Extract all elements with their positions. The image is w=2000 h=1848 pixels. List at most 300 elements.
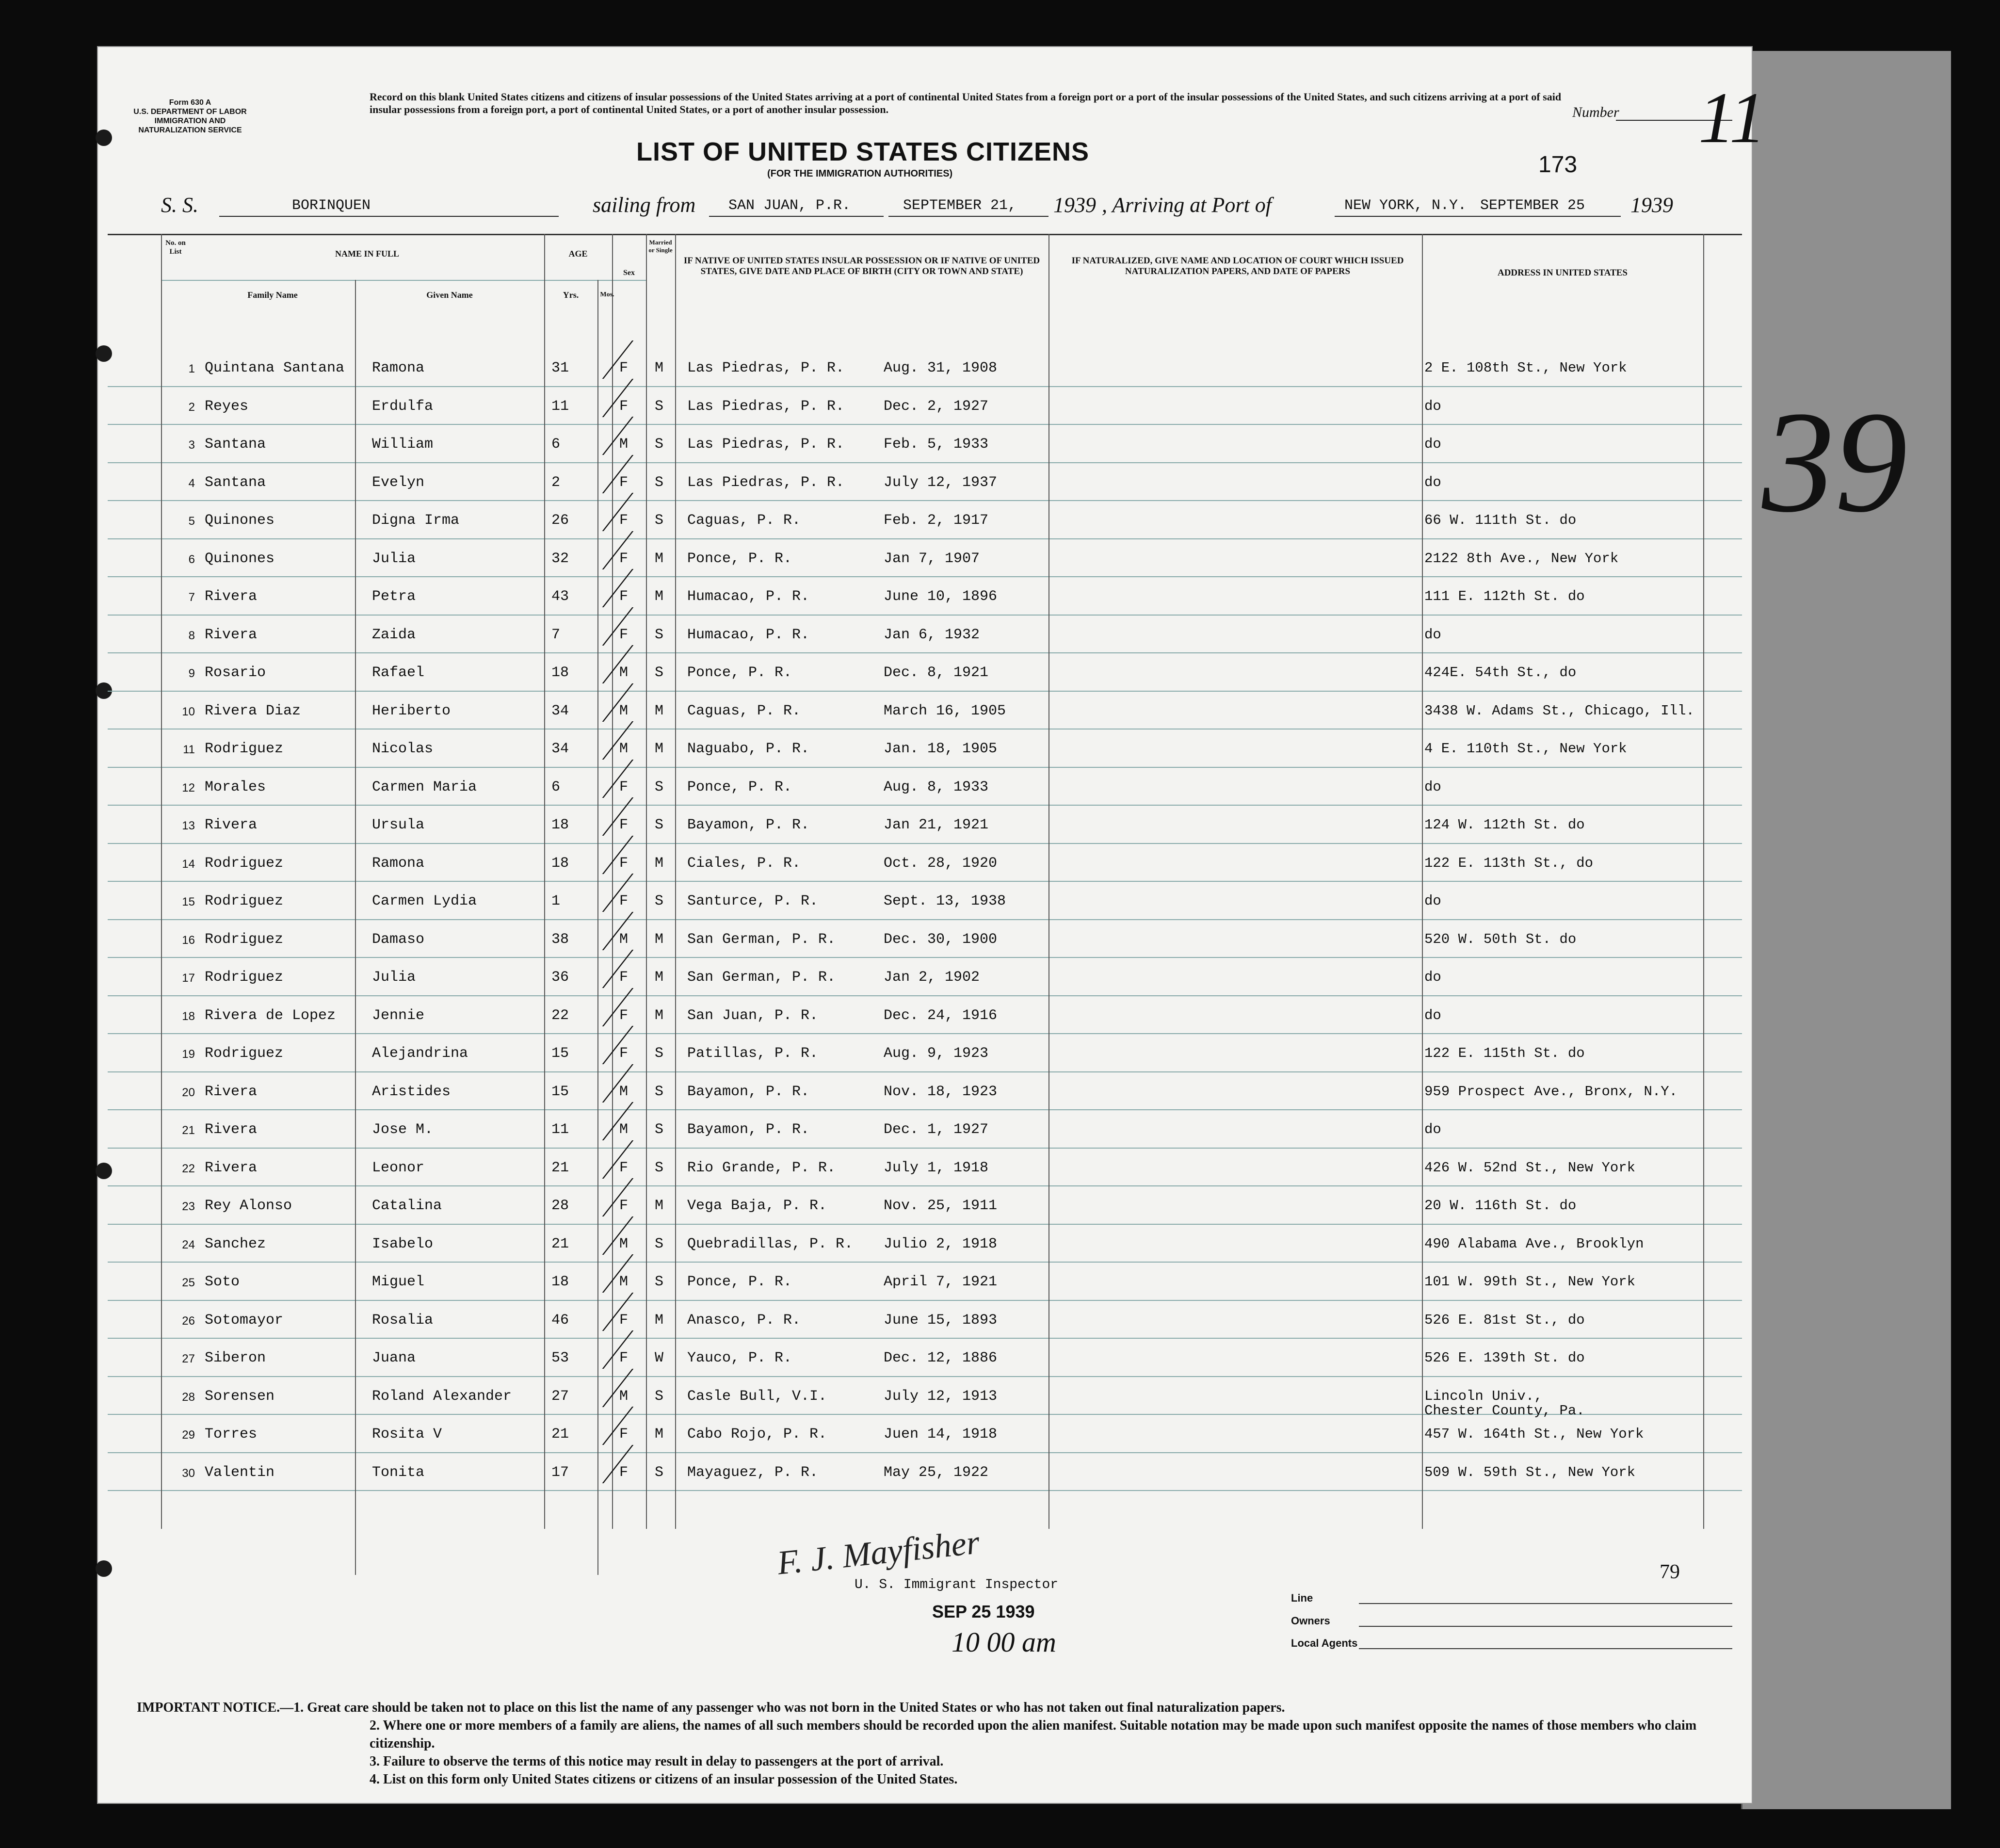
- sex: F: [619, 1350, 629, 1366]
- row-number: 25: [182, 1276, 195, 1289]
- address: do: [1424, 436, 1441, 452]
- page-subtitle: (FOR THE IMMIGRATION AUTHORITIES): [767, 168, 953, 179]
- sex: M: [619, 1274, 629, 1290]
- check-mark: [602, 340, 690, 379]
- arrival-time: 10 00 am: [952, 1626, 1056, 1658]
- row-number: 12: [182, 781, 195, 794]
- birth-place: Quebradillas, P. R.: [687, 1235, 854, 1252]
- birth-place: Ciales, P. R.: [687, 855, 801, 872]
- sex: F: [619, 626, 629, 643]
- address: 101 W. 99th St., New York: [1424, 1274, 1636, 1290]
- row-number: 21: [182, 1124, 195, 1137]
- birth-date: Dec. 1, 1927: [884, 1121, 989, 1138]
- birth-date: Jan 2, 1902: [884, 969, 980, 986]
- row-number: 14: [182, 857, 195, 871]
- arrival-date: SEPTEMBER 25: [1480, 197, 1585, 214]
- row-number: 15: [182, 895, 195, 908]
- check-mark: [602, 1369, 690, 1407]
- family-name: Rivera: [205, 588, 258, 605]
- birth-place: San German, P. R.: [687, 931, 836, 948]
- family-name: Rodriguez: [205, 931, 284, 948]
- address: do: [1424, 626, 1441, 643]
- given-name: Digna Irma: [372, 512, 460, 529]
- birth-place: Las Piedras, P. R.: [687, 436, 845, 453]
- row-number: 10: [182, 705, 195, 718]
- row-number: 26: [182, 1314, 195, 1328]
- marital-status: S: [655, 1083, 664, 1100]
- marital-status: S: [655, 474, 664, 491]
- check-mark: [602, 493, 690, 531]
- sailing-label: sailing from: [593, 193, 696, 217]
- given-name: Juana: [372, 1350, 416, 1366]
- header-family-name: Family Name: [247, 290, 298, 300]
- birth-date: Nov. 18, 1923: [884, 1083, 998, 1100]
- address: 4 E. 110th St., New York: [1424, 741, 1627, 757]
- check-mark: [602, 569, 690, 607]
- sex: F: [619, 855, 629, 872]
- family-name: Sanchez: [205, 1235, 266, 1252]
- birth-date: Jan 21, 1921: [884, 817, 989, 833]
- check-mark: [602, 1178, 690, 1216]
- family-name: Soto: [205, 1274, 240, 1290]
- birth-date: April 7, 1921: [884, 1274, 998, 1290]
- handwritten-page-number: 39: [1762, 381, 1907, 542]
- given-name: Leonor: [372, 1159, 425, 1176]
- address-line-2: Chester County, Pa.: [1424, 1402, 1585, 1419]
- notice-4: 4. List on this form only United States citizens or citizens of an insular possession of the United States.: [370, 1772, 958, 1787]
- age-years: 26: [551, 512, 569, 529]
- address: 959 Prospect Ave., Bronx, N.Y.: [1424, 1083, 1678, 1100]
- birth-place: Casle Bull, V.I.: [687, 1388, 827, 1405]
- sex: F: [619, 1312, 629, 1329]
- row-number: 30: [182, 1466, 195, 1480]
- marital-status: S: [655, 1159, 664, 1176]
- header-married-single: Married or Single: [648, 239, 673, 254]
- age-years: 18: [551, 855, 569, 872]
- owners-label: Owners: [1291, 1615, 1330, 1627]
- address: do: [1424, 969, 1441, 985]
- row-number: 19: [182, 1048, 195, 1061]
- family-name: Torres: [205, 1426, 258, 1443]
- sex: F: [619, 474, 629, 491]
- birth-date: May 25, 1922: [884, 1464, 989, 1481]
- check-mark: [602, 1026, 690, 1064]
- sex: M: [619, 1121, 629, 1138]
- sex: M: [619, 931, 629, 948]
- handwritten-list-number: 11: [1698, 78, 1766, 158]
- sex: F: [619, 1007, 629, 1024]
- age-years: 2: [551, 474, 561, 491]
- age-years: 21: [551, 1235, 569, 1252]
- family-name: Quintana Santana: [205, 360, 345, 376]
- family-name: Rivera de Lopez: [205, 1007, 336, 1024]
- sex: F: [619, 969, 629, 986]
- birth-date: March 16, 1905: [884, 702, 1006, 719]
- arrival-year: 1939: [1630, 193, 1673, 217]
- address: 20 W. 116th St. do: [1424, 1198, 1577, 1214]
- check-mark: [602, 1445, 690, 1483]
- address: 520 W. 50th St. do: [1424, 931, 1577, 947]
- age-years: 43: [551, 588, 569, 605]
- birth-place: Cabo Rojo, P. R.: [687, 1426, 827, 1443]
- family-name: Quinones: [205, 550, 275, 567]
- top-notice: Record on this blank United States citizens and citizens of insular possessions of the United States arriving at a port of continental United States from a foreign port or a port of the insular possessions of the United States, and such citizens arriving at a port of said insular possessions from a foreign port, a port of continental United States, or a port of another insular possession.: [370, 91, 1562, 115]
- check-mark: [602, 874, 690, 912]
- row-number: 17: [182, 972, 195, 985]
- header-birth: IF NATIVE OF UNITED STATES INSULAR POSSESSION OR IF NATIVE OF UNITED STATES, GIVE DATE AND PLACE OF BIRTH (CITY OR TOWN AND STATE): [683, 256, 1040, 276]
- birth-date: July 12, 1937: [884, 474, 998, 491]
- marital-status: M: [655, 550, 664, 567]
- birth-place: Anasco, P. R.: [687, 1312, 801, 1329]
- check-mark: [602, 912, 690, 950]
- header-age: AGE: [568, 249, 588, 259]
- marital-status: S: [655, 512, 664, 529]
- inspector-title: U. S. Immigrant Inspector: [855, 1577, 1059, 1592]
- birth-place: Las Piedras, P. R.: [687, 398, 845, 415]
- sex: M: [619, 436, 629, 453]
- address: do: [1424, 1007, 1441, 1023]
- marital-status: S: [655, 1045, 664, 1062]
- printed-number: 173: [1538, 152, 1578, 178]
- sex: F: [619, 817, 629, 833]
- address: do: [1424, 893, 1441, 909]
- birth-place: Bayamon, P. R.: [687, 1083, 810, 1100]
- punch-hole: [96, 1163, 112, 1179]
- address: 122 E. 115th St. do: [1424, 1045, 1585, 1061]
- row-number: 13: [182, 819, 195, 832]
- header-address: ADDRESS IN UNITED STATES: [1497, 268, 1628, 278]
- sex: M: [619, 702, 629, 719]
- birth-place: Santurce, P. R.: [687, 893, 819, 909]
- age-years: 36: [551, 969, 569, 986]
- marital-status: M: [655, 931, 664, 948]
- birth-place: Naguabo, P. R.: [687, 741, 810, 757]
- departure-year: 1939: [1053, 193, 1096, 217]
- age-years: 53: [551, 1350, 569, 1366]
- age-years: 11: [551, 1121, 569, 1138]
- scanner-side-strip: [1741, 51, 1951, 1809]
- marital-status: S: [655, 778, 664, 795]
- sex: F: [619, 512, 629, 529]
- row-number: 22: [182, 1162, 195, 1175]
- marital-status: S: [655, 436, 664, 453]
- family-name: Rodriguez: [205, 741, 284, 757]
- family-name: Rodriguez: [205, 855, 284, 872]
- check-mark: [602, 1140, 690, 1179]
- given-name: Ramona: [372, 855, 425, 872]
- given-name: Julia: [372, 969, 416, 986]
- given-name: Erdulfa: [372, 398, 434, 415]
- given-name: Jose M.: [372, 1121, 434, 1138]
- given-name: Jennie: [372, 1007, 425, 1024]
- date-stamp: SEP 25 1939: [932, 1602, 1035, 1621]
- header-no: No. on List: [165, 239, 186, 256]
- birth-date: Dec. 12, 1886: [884, 1350, 998, 1366]
- given-name: Carmen Lydia: [372, 893, 477, 909]
- birth-date: July 12, 1913: [884, 1388, 998, 1405]
- birth-place: Caguas, P. R.: [687, 702, 801, 719]
- given-name: Aristides: [372, 1083, 451, 1100]
- line-label: Line: [1291, 1592, 1313, 1604]
- age-years: 17: [551, 1464, 569, 1481]
- birth-date: Aug. 31, 1908: [884, 360, 998, 376]
- address: do: [1424, 398, 1441, 414]
- family-name: Siberon: [205, 1350, 266, 1366]
- family-name: Rivera: [205, 1121, 258, 1138]
- age-years: 6: [551, 436, 561, 453]
- marital-status: S: [655, 1235, 664, 1252]
- page-title: LIST OF UNITED STATES CITIZENS: [636, 137, 1089, 166]
- sex: M: [619, 1235, 629, 1252]
- address: 490 Alabama Ave., Brooklyn: [1424, 1235, 1644, 1252]
- important-notice: [137, 1699, 1737, 1788]
- marital-status: S: [655, 626, 664, 643]
- row-number: 4: [188, 476, 195, 490]
- check-mark: [602, 1254, 690, 1293]
- address: 124 W. 112th St. do: [1424, 817, 1585, 833]
- row-number: 6: [188, 552, 195, 566]
- row-number: 20: [182, 1086, 195, 1099]
- family-name: Reyes: [205, 398, 249, 415]
- given-name: Alejandrina: [372, 1045, 468, 1062]
- running-total: 79: [1660, 1561, 1680, 1583]
- notice-2: 2. Where one or more members of a family are aliens, the names of all such members should be recorded upon the alien manifest. Suitable notation may be made upon such manifest opposite the names of those members who claim citizenship.: [370, 1718, 1697, 1751]
- header-years: Yrs.: [563, 290, 579, 300]
- address: 457 W. 164th St., New York: [1424, 1426, 1644, 1442]
- voyage-line: [161, 193, 1732, 227]
- birth-place: San Juan, P. R.: [687, 1007, 819, 1024]
- family-name: Valentin: [205, 1464, 275, 1481]
- check-mark: [602, 1293, 690, 1331]
- marital-status: S: [655, 1464, 664, 1481]
- ship-name: BORINQUEN: [292, 197, 371, 214]
- family-name: Sorensen: [205, 1388, 275, 1405]
- age-years: 38: [551, 931, 569, 948]
- arrival-port: NEW YORK, N.Y.: [1344, 197, 1467, 214]
- row-number: 29: [182, 1428, 195, 1442]
- age-years: 34: [551, 741, 569, 757]
- marital-status: M: [655, 588, 664, 605]
- birth-place: Las Piedras, P. R.: [687, 474, 845, 491]
- birth-date: Nov. 25, 1911: [884, 1198, 998, 1214]
- family-name: Rodriguez: [205, 969, 284, 986]
- arriving-label: , Arriving at Port of: [1102, 193, 1272, 217]
- given-name: Miguel: [372, 1274, 425, 1290]
- age-years: 21: [551, 1426, 569, 1443]
- marital-status: M: [655, 855, 664, 872]
- ss-label: S. S.: [161, 193, 198, 217]
- marital-status: M: [655, 741, 664, 757]
- row-number: 18: [182, 1009, 195, 1023]
- age-years: 28: [551, 1198, 569, 1214]
- marital-status: M: [655, 969, 664, 986]
- address: 122 E. 113th St., do: [1424, 855, 1594, 871]
- marital-status: M: [655, 1007, 664, 1024]
- birth-date: Jan. 18, 1905: [884, 741, 998, 757]
- age-years: 21: [551, 1159, 569, 1176]
- marital-status: M: [655, 360, 664, 376]
- header-sex: Sex: [623, 269, 635, 277]
- birth-date: Dec. 8, 1921: [884, 665, 989, 681]
- notice-3: 3. Failure to observe the terms of this notice may result in delay to passengers at the port of arrival.: [370, 1754, 944, 1769]
- row-number: 23: [182, 1200, 195, 1213]
- check-mark: [602, 683, 690, 722]
- address: 2122 8th Ave., New York: [1424, 550, 1619, 567]
- given-name: Rafael: [372, 665, 425, 681]
- address: 66 W. 111th St. do: [1424, 512, 1577, 528]
- row-number: 11: [183, 743, 195, 756]
- marital-status: S: [655, 1274, 664, 1290]
- birth-date: Sept. 13, 1938: [884, 893, 1006, 909]
- row-number: 7: [188, 591, 195, 604]
- age-years: 15: [551, 1045, 569, 1062]
- sex: F: [619, 1159, 629, 1176]
- marital-status: S: [655, 1121, 664, 1138]
- sex: F: [619, 360, 629, 376]
- family-name: Morales: [205, 778, 266, 795]
- family-name: Rivera: [205, 817, 258, 833]
- family-name: Rodriguez: [205, 1045, 284, 1062]
- birth-place: Bayamon, P. R.: [687, 817, 810, 833]
- row-number: 28: [182, 1390, 195, 1404]
- age-years: 27: [551, 1388, 569, 1405]
- punch-hole: [96, 1560, 112, 1577]
- age-years: 31: [551, 360, 569, 376]
- marital-status: M: [655, 1312, 664, 1329]
- marital-status: M: [655, 702, 664, 719]
- birth-date: Jan 7, 1907: [884, 550, 980, 567]
- birth-place: Humacao, P. R.: [687, 588, 810, 605]
- birth-place: Bayamon, P. R.: [687, 1121, 810, 1138]
- birth-date: Dec. 2, 1927: [884, 398, 989, 415]
- given-name: Roland Alexander: [372, 1388, 512, 1405]
- header-given-name: Given Name: [426, 290, 473, 300]
- given-name: Petra: [372, 588, 416, 605]
- sex: M: [619, 1388, 629, 1405]
- age-years: 7: [551, 626, 561, 643]
- birth-place: Humacao, P. R.: [687, 626, 810, 643]
- given-name: Tonita: [372, 1464, 425, 1481]
- check-mark: [602, 531, 690, 569]
- family-name: Santana: [205, 474, 266, 491]
- check-mark: [602, 1407, 690, 1445]
- sex: M: [619, 1083, 629, 1100]
- address: 526 E. 139th St. do: [1424, 1350, 1585, 1366]
- row-number: 5: [188, 515, 195, 528]
- birth-place: Ponce, P. R.: [687, 665, 792, 681]
- birth-date: Oct. 28, 1920: [884, 855, 998, 872]
- check-mark: [602, 455, 690, 493]
- birth-place: Patillas, P. R.: [687, 1045, 819, 1062]
- marital-status: S: [655, 398, 664, 415]
- address: Lincoln Univ.,: [1424, 1388, 1543, 1404]
- address: 424E. 54th St., do: [1424, 665, 1577, 681]
- given-name: William: [372, 436, 434, 453]
- check-mark: [602, 797, 690, 836]
- birth-date: June 10, 1896: [884, 588, 998, 605]
- inspector-signature: F. J. Mayfisher: [775, 1524, 982, 1582]
- check-mark: [602, 760, 690, 798]
- age-years: 22: [551, 1007, 569, 1024]
- age-years: 1: [551, 893, 561, 909]
- check-mark: [602, 1216, 690, 1255]
- header-name-in-full: NAME IN FULL: [335, 249, 399, 259]
- birth-date: Dec. 24, 1916: [884, 1007, 998, 1024]
- header-months: Mos.: [600, 291, 614, 298]
- birth-place: Vega Baja, P. R.: [687, 1198, 827, 1214]
- given-name: Zaida: [372, 626, 416, 643]
- birth-date: Aug. 8, 1933: [884, 778, 989, 795]
- family-name: Rivera: [205, 1083, 258, 1100]
- given-name: Rosita V: [372, 1426, 442, 1443]
- punch-hole: [96, 345, 112, 362]
- header-naturalized: IF NATURALIZED, GIVE NAME AND LOCATION OF COURT WHICH ISSUED NATURALIZATION PAPERS, AND DATE OF PAPERS: [1071, 256, 1404, 276]
- row-number: 3: [188, 438, 195, 452]
- marital-status: M: [655, 1426, 664, 1443]
- family-name: Rivera Diaz: [205, 702, 301, 719]
- marital-status: S: [655, 1388, 664, 1405]
- sex: F: [619, 550, 629, 567]
- address: do: [1424, 474, 1441, 490]
- departure-date: SEPTEMBER 21,: [903, 197, 1017, 214]
- age-years: 18: [551, 665, 569, 681]
- row-number: 16: [182, 933, 195, 947]
- family-name: Santana: [205, 436, 266, 453]
- address: do: [1424, 778, 1441, 795]
- age-years: 34: [551, 702, 569, 719]
- given-name: Damaso: [372, 931, 425, 948]
- row-number: 9: [188, 667, 195, 680]
- family-name: Rey Alonso: [205, 1198, 292, 1214]
- age-years: 11: [551, 398, 569, 415]
- birth-date: Jan 6, 1932: [884, 626, 980, 643]
- address: 3438 W. Adams St., Chicago, Ill.: [1424, 702, 1694, 719]
- birth-date: Aug. 9, 1923: [884, 1045, 989, 1062]
- family-name: Rivera: [205, 1159, 258, 1176]
- age-years: 46: [551, 1312, 569, 1329]
- birth-place: Las Piedras, P. R.: [687, 360, 845, 376]
- row-number: 2: [188, 400, 195, 414]
- family-name: Sotomayor: [205, 1312, 284, 1329]
- address: 2 E. 108th St., New York: [1424, 360, 1627, 376]
- local-agents-label: Local Agents: [1291, 1637, 1358, 1649]
- age-years: 18: [551, 1274, 569, 1290]
- address: do: [1424, 1121, 1441, 1137]
- check-mark: [602, 950, 690, 988]
- sex: F: [619, 778, 629, 795]
- marital-status: S: [655, 665, 664, 681]
- check-mark: [602, 1330, 690, 1369]
- sex: F: [619, 398, 629, 415]
- age-years: 18: [551, 817, 569, 833]
- given-name: Isabelo: [372, 1235, 434, 1252]
- birth-date: Dec. 30, 1900: [884, 931, 998, 948]
- birth-place: Caguas, P. R.: [687, 512, 801, 529]
- check-mark: [602, 645, 690, 683]
- row-number: 8: [188, 629, 195, 642]
- notice-1: IMPORTANT NOTICE.—1. Great care should be taken not to place on this list the name of any passenger who was not born in the United States or who has not taken out final naturalization papers.: [137, 1700, 1285, 1715]
- age-years: 6: [551, 778, 561, 795]
- birth-date: June 15, 1893: [884, 1312, 998, 1329]
- given-name: Evelyn: [372, 474, 425, 491]
- given-name: Heriberto: [372, 702, 451, 719]
- birth-date: Feb. 5, 1933: [884, 436, 989, 453]
- birth-place: Ponce, P. R.: [687, 1274, 792, 1290]
- marital-status: W: [655, 1350, 664, 1366]
- sex: F: [619, 1045, 629, 1062]
- given-name: Rosalia: [372, 1312, 434, 1329]
- marital-status: S: [655, 893, 664, 909]
